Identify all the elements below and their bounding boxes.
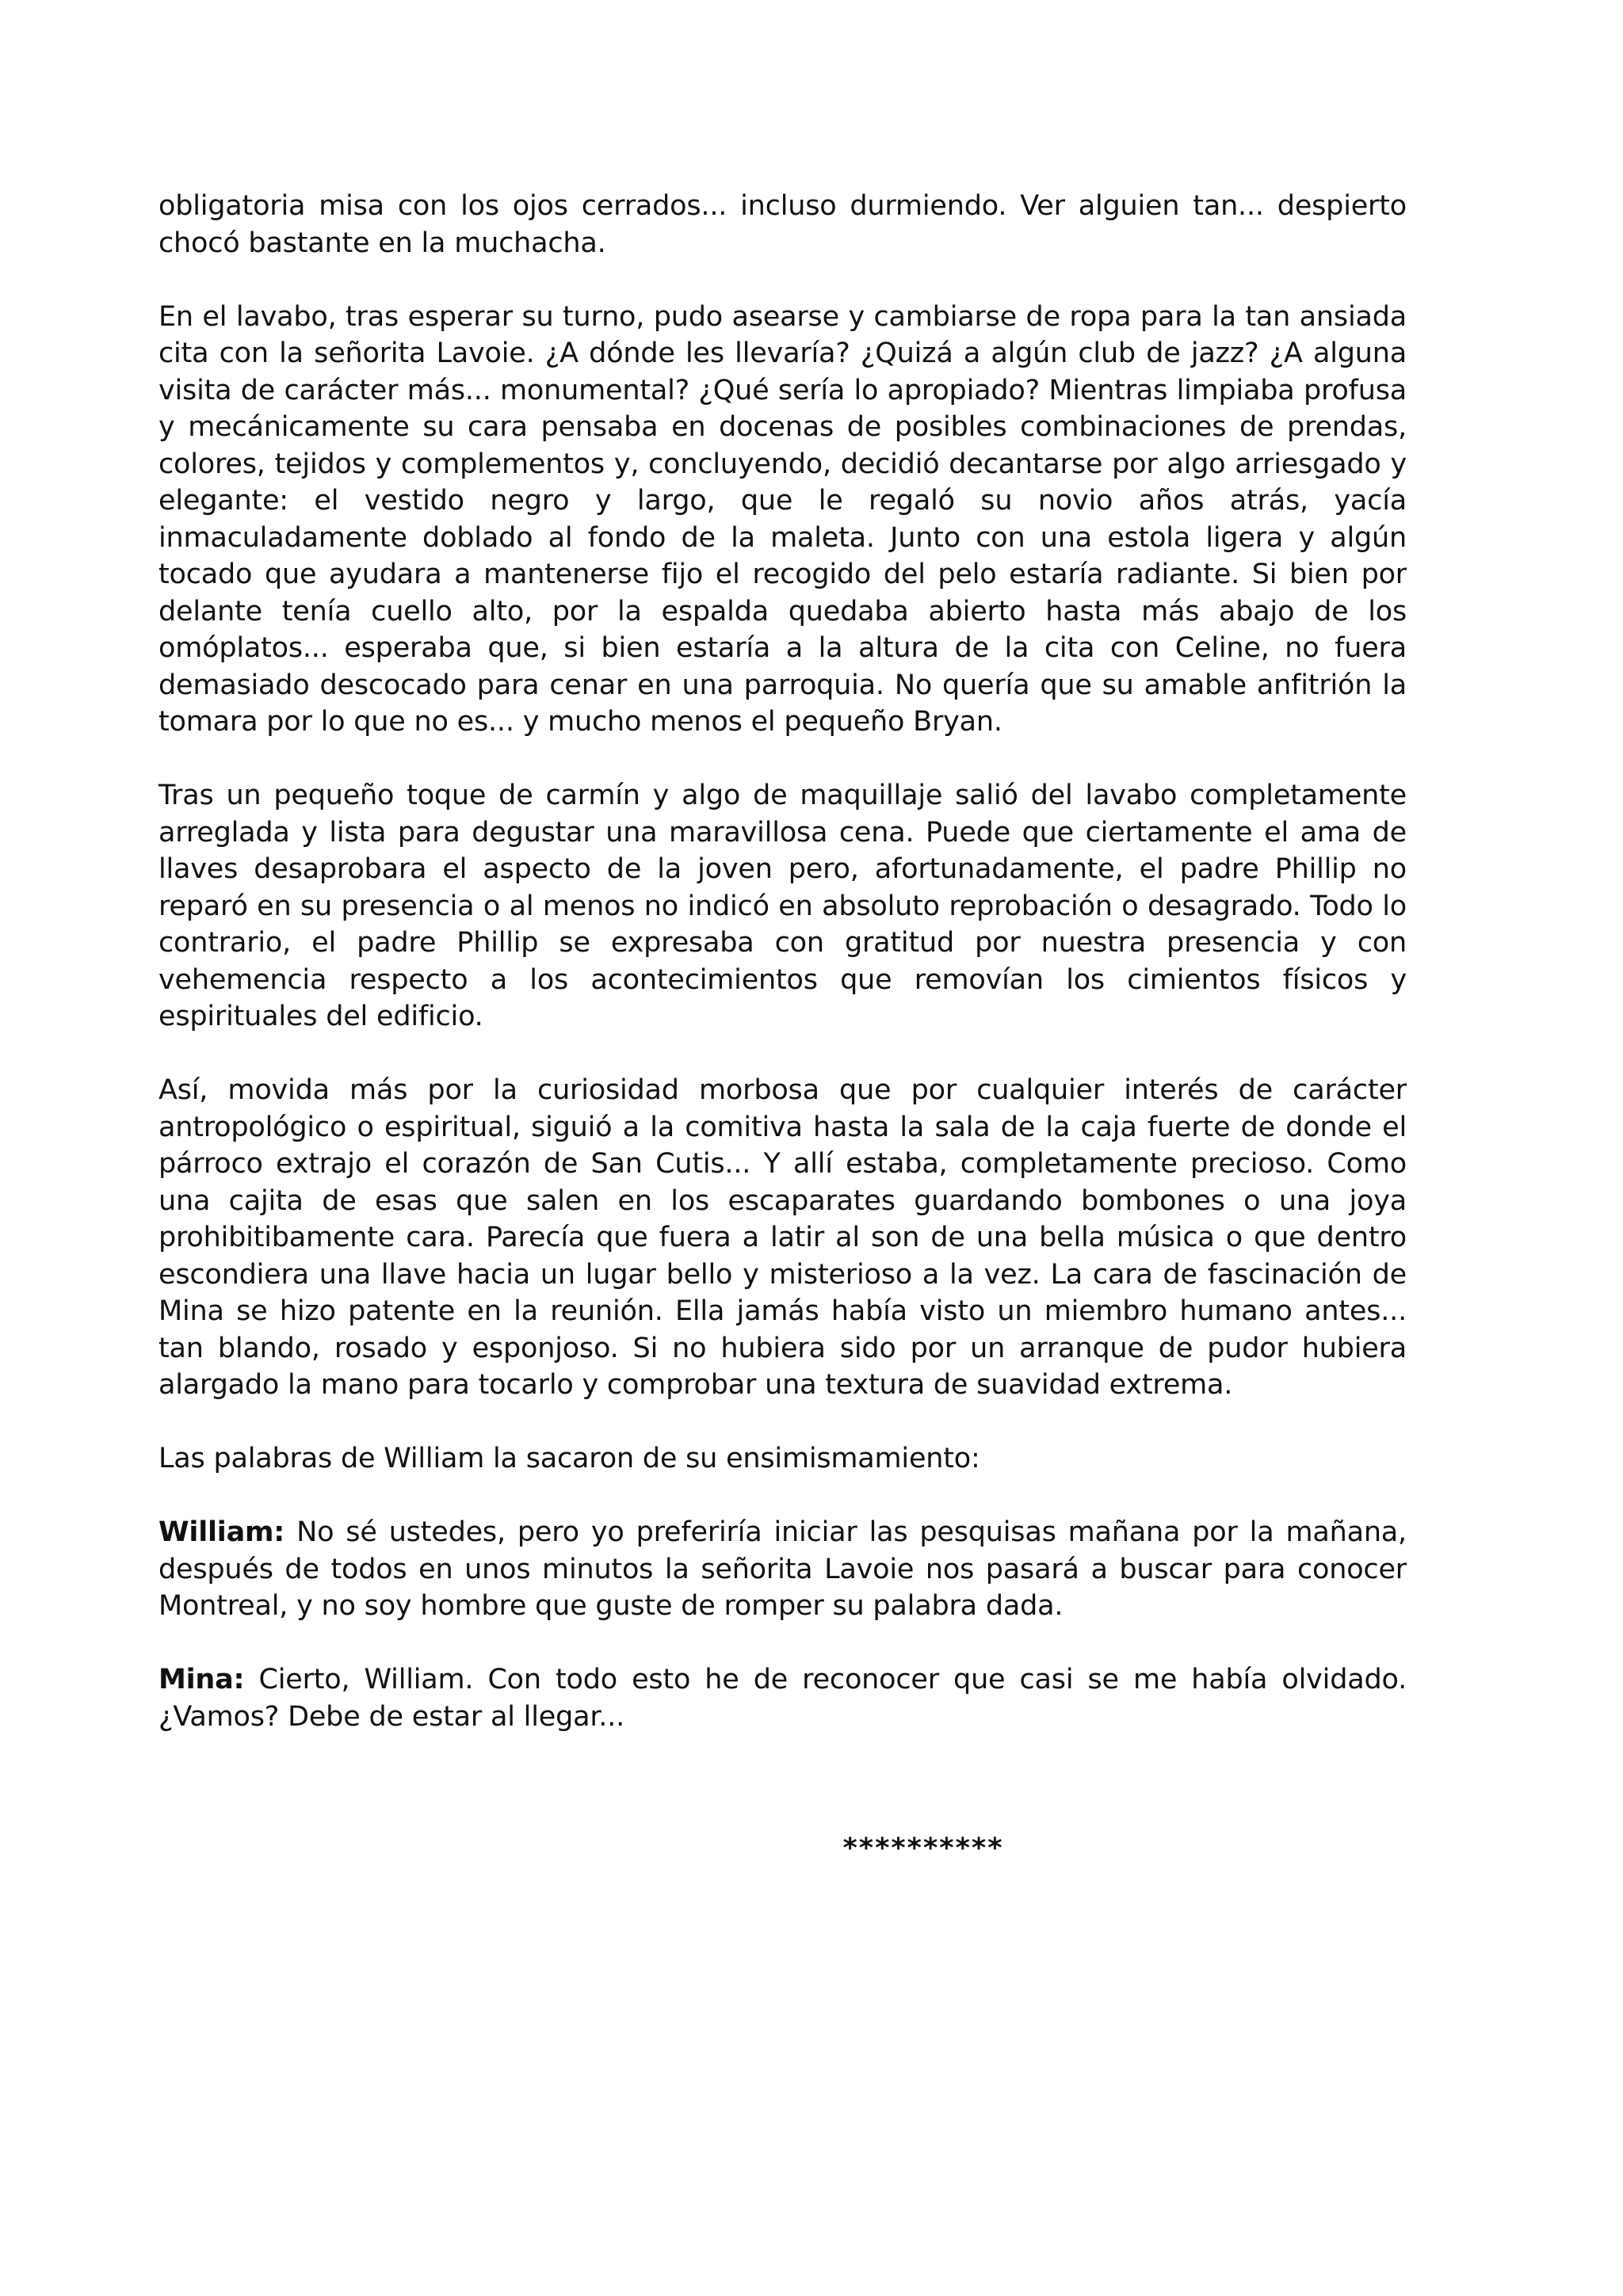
document-page xyxy=(158,188,1407,1772)
speaker-name: Mina: xyxy=(158,1664,245,1695)
paragraph-1: obligatoria misa con los ojos cerrados... incluso durmiendo. Ver alguien tan... despierto chocó bastante en la muchacha. xyxy=(158,190,1407,259)
dialogue-text: No sé ustedes, pero yo preferiría iniciar las pesquisas mañana por la mañana, después de todos en unos minutos la señorita Lavoie nos pasará a buscar para conocer Montreal, y no soy hombre que guste de romper su palabra dada. xyxy=(158,1516,1407,1622)
paragraph-3: Tras un pequeño toque de carmín y algo de maquillaje salió del lavabo completamente arreglada y lista para degustar una maravillosa cena. Puede que ciertamente el ama de llaves desaprobara el aspecto de la joven pero, afortunadamente, el padre Phillip no reparó en su presencia o al menos no indicó en absoluto reprobación o desagrado. Todo lo contrario, el padre Phillip se expresaba con gratitud por nuestra presencia y con vehemencia respecto a los acontecimientos que removían los cimientos físicos y espirituales del edificio. xyxy=(158,780,1407,1032)
paragraph-2: En el lavabo, tras esperar su turno, pudo asearse y cambiarse de ropa para la tan ansiada cita con la señorita Lavoie. ¿A dónde les llevaría? ¿Quizá a algún club de jazz? ¿A alguna visita de carácter más... monumental? ¿Qué sería lo apropiado? Mientras limpiaba profusa y mecánicamente su cara pensaba en docenas de posibles combinaciones de prendas, colores, tejidos y complementos y, concluyendo, decidió decantarse por algo arriesgado y elegante: el vestido negro y largo, que le regaló su novio años atrás, yacía inmaculadamente doblado al fondo de la maleta. Junto con una estola ligera y algún tocado que ayudara a mantenerse fijo el recogido del pelo estaría radiante. Si bien por delante tenía cuello alto, por la espalda quedaba abierto hasta más abajo de los omóplatos... esperaba que, si bien estaría a la altura de la cita con Celine, no fuera demasiado descocado para cenar en una parroquia. No quería que su amable anfitrión la tomara por lo que no es... y mucho menos el pequeño Bryan. xyxy=(158,300,1407,738)
speaker-name: William: xyxy=(158,1516,285,1548)
section-separator: ********** xyxy=(842,1833,1004,1864)
dialogue-william xyxy=(158,1514,1407,1625)
paragraph-5: Las palabras de William la sacaron de su ensimismamiento: xyxy=(158,1443,980,1474)
paragraph-4: Así, movida más por la curiosidad morbosa que por cualquier interés de carácter antropológico o espiritual, siguió a la comitiva hasta la sala de la caja fuerte de donde el párroco extrajo el corazón de San Cutis... Y allí estaba, completamente precioso. Como una cajita de esas que salen en los escaparates guardando bombones o una joya prohibitibamente cara. Parecía que fuera a latir al son de una bella música o que dentro escondiera una llave hacia un lugar bello y misterioso a la vez. La cara de fascinación de Mina se hizo patente en la reunión. Ella jamás había visto un miembro humano antes... tan blando, rosado y esponjoso. Si no hubiera sido por un arranque de pudor hubiera alargado la mano para tocarlo y comprobar una textura de suavidad extrema. xyxy=(158,1074,1407,1401)
dialogue-text: Cierto, William. Con todo esto he de reconocer que casi se me había olvidado. ¿Vamos? Debe de estar al llegar... xyxy=(158,1664,1407,1733)
dialogue-mina xyxy=(158,1661,1407,1735)
